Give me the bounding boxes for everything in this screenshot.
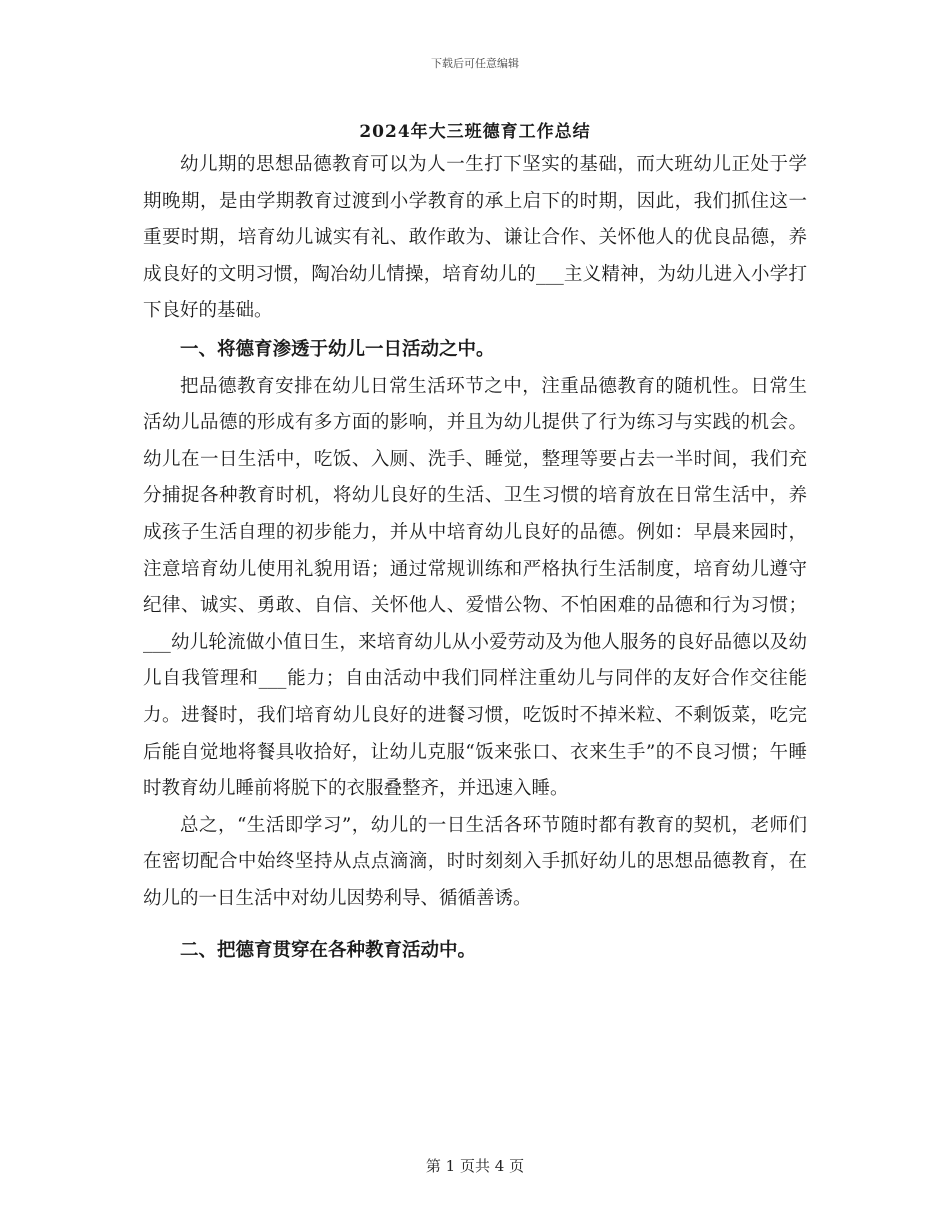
document-body [143,147,807,970]
header-note: 下载后可任意编辑 [431,57,519,70]
document-title: 2024年大三班德育工作总结 [359,122,591,142]
section-1-heading: 一、将德育渗透于幼儿一日活动之中。 [180,338,495,360]
section-2-heading: 二、把德育贯穿在各种教育活动中。 [180,940,477,962]
intro-paragraph: 幼儿期的思想品德教育可以为人一生打下坚实的基础，而大班幼儿正处于学期晚期，是由学期教育过渡到小学教育的承上启下的时期，因此，我们抓住这一重要时期，培育幼儿诚实有礼、敢作敢为、谦让合作、关怀他人的优良品德，养成良好的文明习惯，陶冶幼儿情操，培育幼儿的___主义精神，为幼儿进入小学打下良好的基础。 [143,154,807,322]
section-1-paragraph-2: 总之，“生活即学习”，幼儿的一日生活各环节随时都有教育的契机，老师们在密切配合中始终坚持从点点滴滴，时时刻刻入手抓好幼儿的思想品德教育，在幼儿的一日生活中对幼儿因势利导、循循善诱。 [143,814,807,909]
page-number: 第 1 页共 4 页 [425,1157,525,1175]
section-1-paragraph-1: 把品德教育安排在幼儿日常生活环节之中，注重品德教育的随机性。日常生活幼儿品德的形成有多方面的影响，并且为幼儿提供了行为练习与实践的机会。幼儿在一日生活中，吃饭、入厕、洗手、睡觉，整理等要占去一半时间，我们充分捕捉各种教育时机，将幼儿良好的生活、卫生习惯的培育放在日常生活中，养成孩子生活自理的初步能力，并从中培育幼儿良好的品德。例如：早晨来园时，注意培育幼儿使用礼貌用语；通过常规训练和严格执行生活制度，培育幼儿遵守纪律、诚实、勇敢、自信、关怀他人、爱惜公物、不怕困难的品德和行为习惯；___幼儿轮流做小值日生，来培育幼儿从小爱劳动及为他人服务的良好品德以及幼儿自我管理和___能力；自由活动中我们同样注重幼儿与同伴的友好合作交往能力。进餐时，我们培育幼儿良好的进餐习惯，吃饭时不掉米粒、不剩饭菜，吃完后能自觉地将餐具收拾好，让幼儿克服“饭来张口、衣来生手”的不良习惯；午睡时教育幼儿睡前将脱下的衣服叠整齐，并迅速入睡。 [143,375,807,800]
